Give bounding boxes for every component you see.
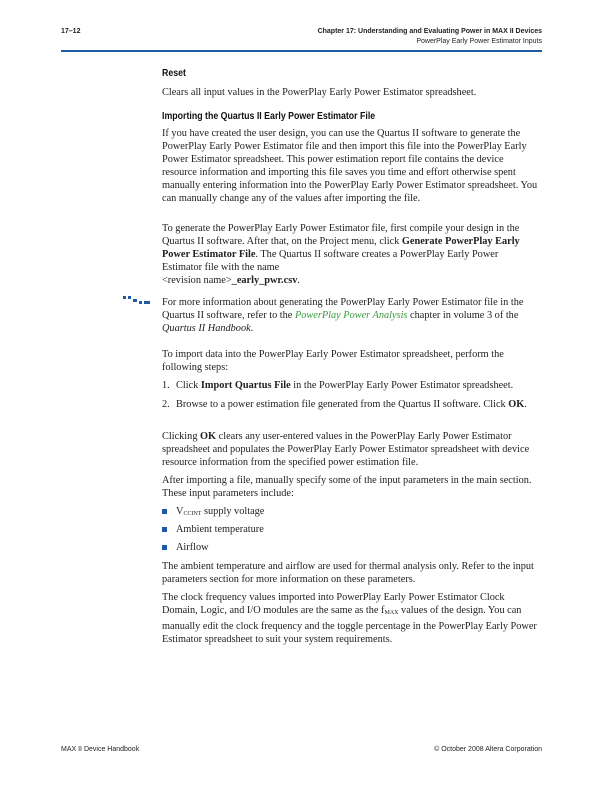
page-number: 17–12 <box>61 28 81 35</box>
note-text: For more information about generating the PowerPlay Early Power Estimator file in the Quartus II software, refer to the PowerPlay Power Analysis chapter in volume 3 of the Quartus II Handbook. <box>162 297 524 334</box>
section-title: PowerPlay Early Power Estimator Inputs <box>416 38 542 45</box>
paragraph-generate: To generate the PowerPlay Early Power Estimator file, first compile your design in the Quartus II software. After that, on the Project menu, click Generate PowerPlay Early Power Estimator File. The Quartus II software creates a PowerPlay Early Power Estimator file with the name <revision name>_early_pwr.csv. <box>162 223 520 286</box>
bullet-icon <box>162 545 167 550</box>
chapter-title: Chapter 17: Understanding and Evaluating Power in MAX II Devices <box>317 28 542 35</box>
paragraph-clock: The clock frequency values imported into PowerPlay Early Power Estimator Clock Domain, Logic, and I/O modules are the same as the $f_{MAX}$ values of the design. You can manually edit the clock frequency and the toggle percentage in the PowerPlay Early Power Estimator spreadsheet to suit your system requirements. <box>162 592 537 645</box>
paragraph-thermal: The ambient temperature and airflow are used for thermal analysis only. Refer to the input parameters section for more information on these parameters. <box>162 561 534 585</box>
bullet-icon <box>162 509 167 514</box>
heading-reset: Reset <box>162 68 186 79</box>
link-powerplay-power-analysis[interactable]: PowerPlay Power Analysis <box>294 310 408 321</box>
paragraph-clicking-ok: Clicking OK clears any user-entered values in the PowerPlay Early Power Estimator spreadsheet and populates the PowerPlay Early Power Estimator spreadsheet with device resource information from the specified power estimation file. <box>162 431 530 468</box>
bullet-ambient: Ambient temperature <box>162 523 540 536</box>
reset-text: Clears all input values in the PowerPlay Early Power Estimator spreadsheet. <box>162 87 477 98</box>
heading-importing: Importing the Quartus II Early Power Estimator File <box>162 111 376 122</box>
step-1: 1. Click Import Quartus File in the PowerPlay Early Power Estimator spreadsheet. <box>162 380 514 391</box>
header-rule <box>61 50 542 52</box>
paragraph-intro: If you have created the user design, you can use the Quartus II software to generate the PowerPlay Early Power Estimator file and then import this file into the PowerPlay Early Power Estimator spreadsheet. This power estimation report file contains the device resource information and importing this file saves you time and effort otherwise spent manually entering information into the PowerPlay Early Power Estimator spreadsheet. You can manually change any of the values after importing the file. <box>162 128 538 204</box>
paragraph-after-import: After importing a file, manually specify some of the input parameters in the main section. These input parameters include: <box>162 475 532 499</box>
bullet-airflow: Airflow <box>162 541 540 554</box>
footer-left: MAX II Device Handbook <box>61 746 140 753</box>
footer-right: © October 2008 Altera Corporation <box>434 746 542 753</box>
note-icon <box>122 295 152 307</box>
bullet-icon <box>162 527 167 532</box>
step-2: 2. Browse to a power estimation file generated from the Quartus II software. Click OK. <box>162 399 527 410</box>
paragraph-import-steps: To import data into the PowerPlay Early Power Estimator spreadsheet, perform the following steps: <box>162 349 504 373</box>
bullet-vccint: $V_{CCINT}$ supply voltage <box>162 505 540 521</box>
